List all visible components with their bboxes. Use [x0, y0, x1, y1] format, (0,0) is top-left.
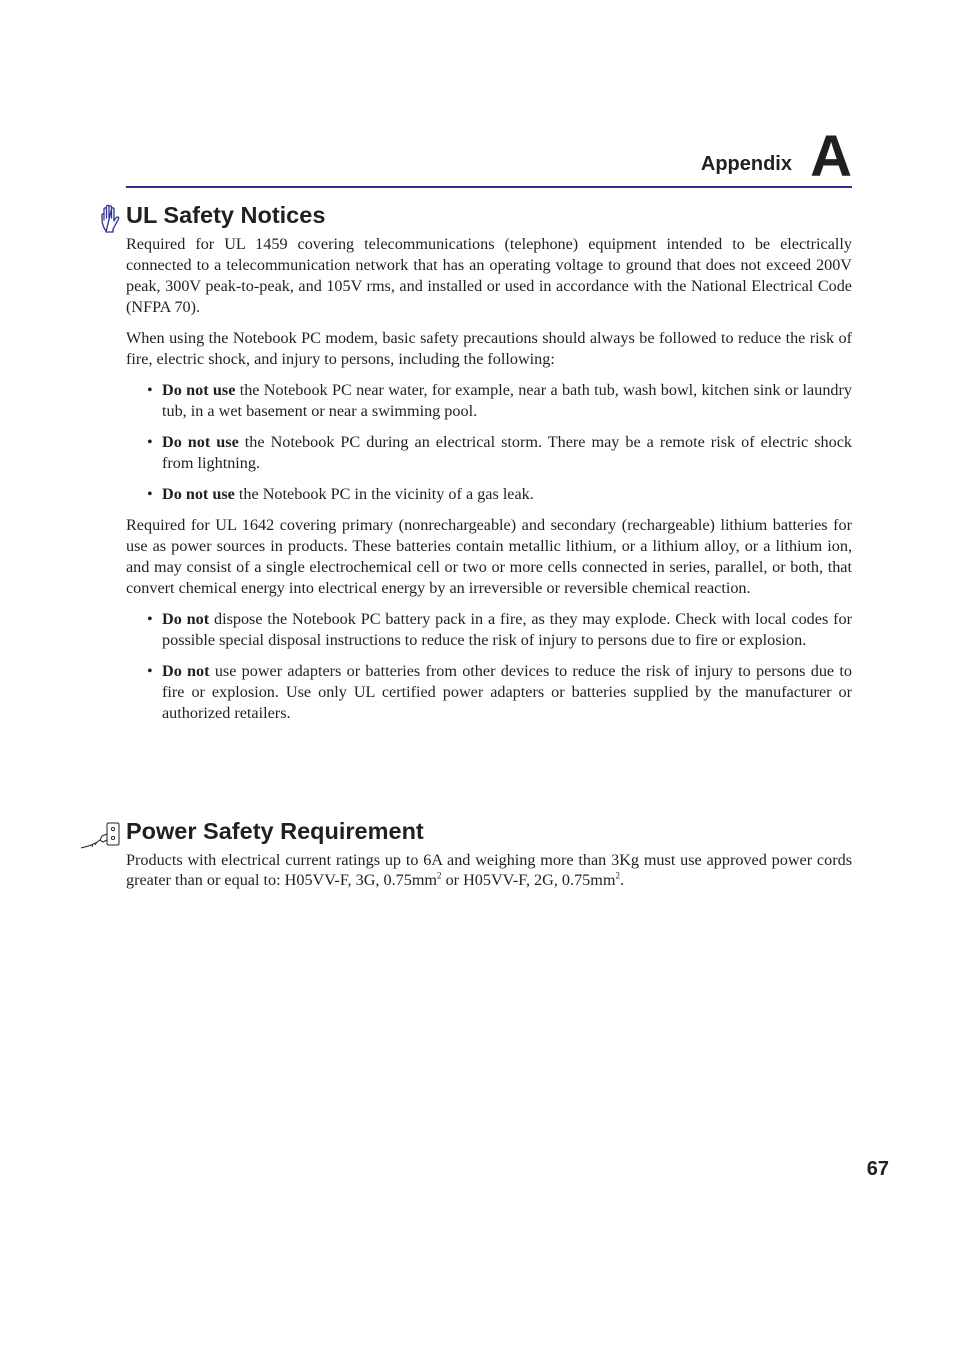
- bullet-icon: •: [147, 485, 153, 503]
- bullet-icon: •: [147, 662, 153, 680]
- ul-safety-title: [126, 200, 852, 230]
- power-safety-title: [126, 816, 852, 846]
- appendix-letter: A: [810, 124, 852, 189]
- bullet-emphasis: Do not use: [162, 485, 235, 503]
- modem-precaution-list: [126, 380, 852, 505]
- page-number: 67: [866, 1158, 889, 1180]
- power-cord-text-c: .: [619, 871, 624, 889]
- power-cord-paragraph: [126, 850, 852, 890]
- superscript-2: 2: [437, 870, 442, 881]
- superscript-2: 2: [615, 870, 620, 881]
- hand-stop-icon: [99, 203, 123, 242]
- list-item: [126, 609, 852, 651]
- appendix-label: Appendix: [700, 153, 792, 175]
- list-item: [126, 380, 852, 422]
- bullet-icon: •: [147, 610, 153, 628]
- bullet-text: the Notebook PC during an electrical storm. There may be a remote risk of electric shock from lightning.: [162, 433, 852, 472]
- ul1459-paragraph: Required for UL 1459 covering telecommunications (telephone) equipment intended to be electrically connected to a telecommunication network that has an operating voltage to ground that does not exceed 200V peak, 300V peak-to-peak, and 105V rms, and installed or used in accordance with the National Electrical Code (NFPA 70).: [126, 235, 852, 316]
- power-cord-text-b: or H05VV-F, 2G, 0.75mm: [441, 871, 616, 889]
- power-safety-section: [126, 816, 852, 900]
- battery-precaution-list: [126, 609, 852, 724]
- bullet-text: the Notebook PC near water, for example, near a bath tub, wash bowl, kitchen sink or laundry tub, in a wet basement or near a swimming pool.: [162, 381, 852, 420]
- bullet-icon: •: [147, 381, 153, 399]
- bullet-text: use power adapters or batteries from other devices to reduce the risk of injury to persons due to fire or explosion. Use only UL certified power adapters or batteries supplied by the manufacturer or authorized retailers.: [162, 662, 852, 722]
- list-item: [126, 432, 852, 474]
- power-plug-icon: [80, 819, 122, 860]
- list-item: [126, 484, 852, 505]
- power-safety-title-text: Power Safety Requirement: [126, 818, 424, 844]
- bullet-text: the Notebook PC in the vicinity of a gas leak.: [234, 485, 534, 503]
- ul-safety-section: [126, 200, 852, 734]
- bullet-emphasis: Do not use: [162, 433, 239, 451]
- modem-precautions-paragraph: When using the Notebook PC modem, basic safety precautions should always be followed to reduce the risk of fire, electric shock, and injury to persons, including the following:: [126, 329, 852, 368]
- page-header: [126, 120, 852, 188]
- bullet-emphasis: Do not use: [162, 381, 236, 399]
- power-cord-text-a: Products with electrical current ratings up to 6A and weighing more than 3Kg must use approved power cords greater than or equal to: H05VV-F, 3G, 0.75mm: [126, 851, 852, 889]
- ul-safety-title-text: UL Safety Notices: [126, 202, 326, 228]
- list-item: [126, 661, 852, 724]
- bullet-emphasis: Do not: [162, 610, 210, 628]
- bullet-text: dispose the Notebook PC battery pack in a fire, as they may explode. Check with local codes for possible special disposal instructions to reduce the risk of injury to persons due to fire or explosion.: [162, 610, 852, 649]
- bullet-icon: •: [147, 433, 153, 451]
- bullet-emphasis: Do not: [162, 662, 210, 680]
- ul1642-paragraph: Required for UL 1642 covering primary (nonrechargeable) and secondary (rechargeable) lithium batteries for use as power sources in products. These batteries contain metallic lithium, or a lithium alloy, or a lithium ion, and may consist of a single electrochemical cell or two or more cells connected in series, parallel, or both, that convert chemical energy into electrical energy by an irreversible or reversible chemical reaction.: [126, 516, 852, 597]
